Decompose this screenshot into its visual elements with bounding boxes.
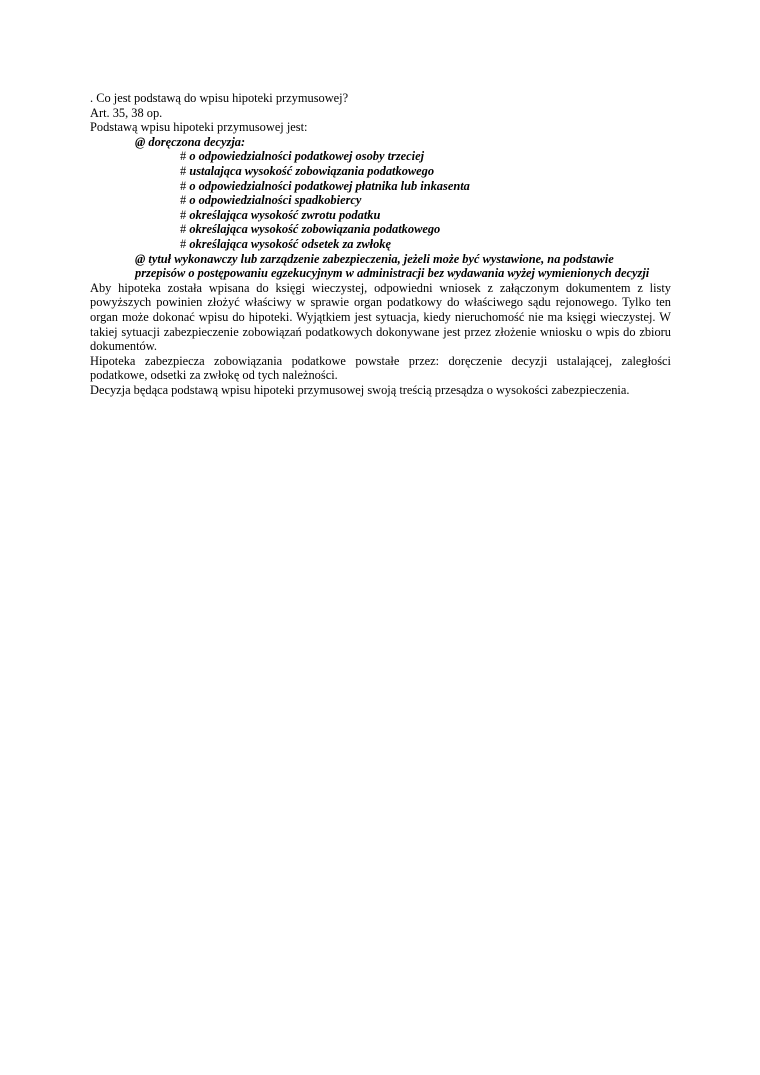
option-b-line-1: @ tytuł wykonawczy lub zarządzenie zabezpieczenia, jeżeli może być wystawione, na podstawie	[135, 251, 614, 266]
list-item: # określająca wysokość zobowiązania podatkowego	[180, 222, 441, 237]
body-paragraph: Hipoteka zabezpiecza zobowiązania podatkowe powstałe przez: doręczenie decyzji ustalającej, zaległości podatkowe, odsetki za zwłokę od tych należności.	[90, 353, 671, 383]
list-item: # określająca wysokość odsetek za zwłokę	[180, 236, 391, 251]
question-heading: . Co jest podstawą do wpisu hipoteki przymusowej?	[90, 91, 349, 105]
list-item: # określająca wysokość zwrotu podatku	[180, 207, 381, 222]
list-item: # o odpowiedzialności spadkobiercy	[180, 193, 362, 208]
body-paragraph: Aby hipoteka została wpisana do księgi wieczystej, odpowiedni wniosek z załączonym dokumentem z listy powyższych powinien złożyć właściwy w sprawie organ podatkowy do właściwego sądu rejonowego. Tylko ten organ może dokonać wpisu do hipoteki. Wyjątkiem jest sytuacja, kiedy nieruchomość nie ma księgi wieczystej. W takiej sytuacji zabezpieczenie zobowiązań podatkowych dokonywane jest przez złożenie wniosku o wpis do zbioru dokumentów.	[90, 280, 671, 354]
option-a-list	[90, 149, 671, 251]
intro-text: Podstawą wpisu hipoteki przymusowej jest:	[90, 120, 308, 135]
body-paragraph: Decyzja będąca podstawą wpisu hipoteki przymusowej swoją treścią przesądza o wysokości zabezpieczenia.	[90, 382, 630, 397]
list-item: # o odpowiedzialności podatkowej płatnika lub inkasenta	[180, 178, 470, 193]
list-item: # o odpowiedzialności podatkowej osoby trzeciej	[180, 149, 425, 164]
option-b-line-2: przepisów o postępowaniu egzekucyjnym w administracji bez wydawania wyżej wymienionych decyzji	[135, 266, 650, 281]
article-reference: Art. 35, 38 op.	[90, 105, 163, 120]
document-page	[90, 91, 671, 397]
option-a-label: @ doręczona decyzja:	[135, 134, 246, 149]
list-item: # ustalająca wysokość zobowiązania podatkowego	[180, 163, 435, 178]
